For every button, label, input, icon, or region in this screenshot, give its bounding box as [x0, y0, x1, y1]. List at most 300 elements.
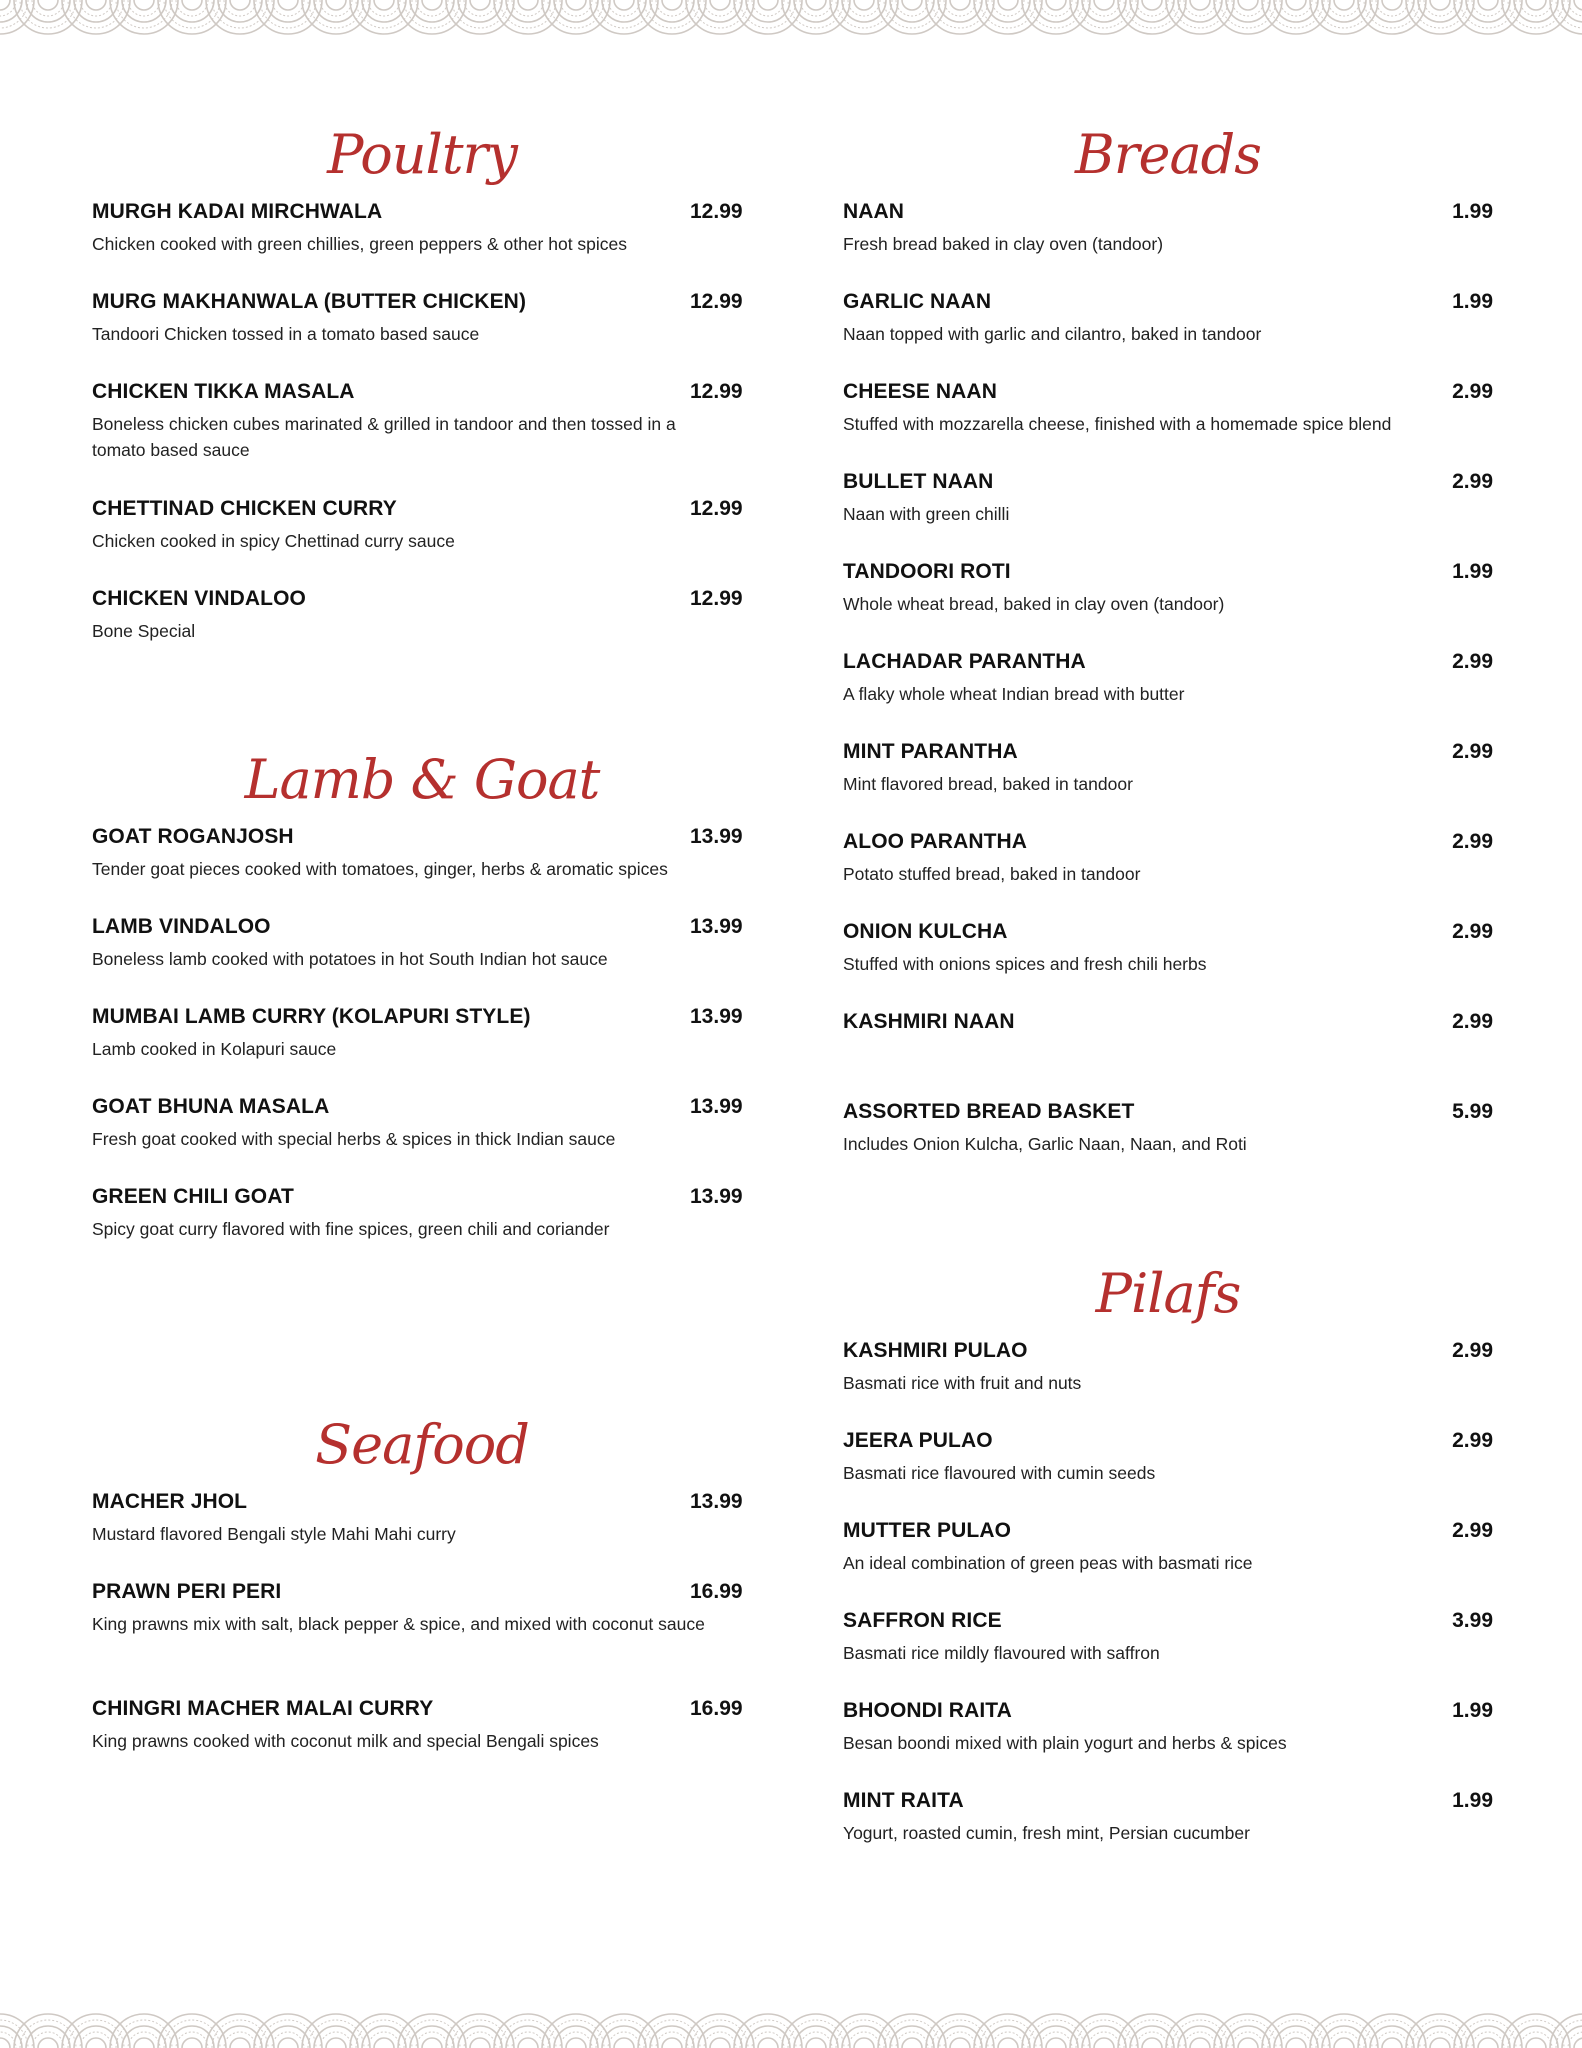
item-description: Fresh bread baked in clay oven (tandoor): [843, 234, 1164, 254]
item-price: 16.99: [690, 1697, 743, 1720]
item-price: 3.99: [1452, 1609, 1493, 1632]
border-ornament: [260, 0, 316, 28]
item-description: Lamb cooked in Kolapuri sauce: [92, 1039, 337, 1059]
border-ornament: [686, 2014, 754, 2048]
border-ornament: [740, 0, 796, 28]
border-ornament: [950, 0, 970, 10]
border-ornament: [704, 0, 736, 16]
item-price: 1.99: [1452, 1789, 1493, 1812]
border-ornament: [278, 0, 298, 10]
border-ornament: [854, 2038, 874, 2048]
border-ornament: [260, 2020, 316, 2048]
border-ornament: [398, 0, 466, 34]
border-ornament: [848, 0, 880, 16]
item-name: GOAT BHUNA MASALA: [92, 1095, 330, 1118]
border-ornament: [1220, 0, 1276, 28]
border-ornament: [1526, 2038, 1546, 2048]
border-ornament: [1406, 2014, 1474, 2048]
item-name: NAAN: [843, 200, 905, 223]
border-ornament: [1172, 2020, 1228, 2048]
border-ornament: [644, 0, 700, 28]
section-heading: Poultry: [327, 123, 517, 186]
border-ornament: [980, 2020, 1036, 2048]
border-ornament: [32, 0, 64, 16]
border-ornament: [320, 0, 352, 16]
border-ornament: [1142, 0, 1162, 10]
border-ornament: [806, 0, 826, 10]
border-ornament: [566, 0, 586, 10]
border-ornament: [944, 2032, 976, 2048]
section-heading: Breads: [1075, 123, 1261, 186]
border-ornament: [662, 0, 682, 10]
item-name: MURGH KADAI MIRCHWALA: [92, 200, 383, 223]
border-ornament: [422, 0, 442, 10]
border-ornament: [308, 0, 364, 28]
border-ornament: [740, 2020, 796, 2048]
item-description: Mustard flavored Bengali style Mahi Mahi curry: [92, 1524, 456, 1544]
border-ornament: [1454, 2014, 1522, 2048]
border-ornament: [116, 0, 172, 28]
border-ornament: [1430, 0, 1450, 10]
border-ornament: [1472, 0, 1504, 16]
section-breads: [843, 110, 1493, 1154]
item-description: Tender goat pieces cooked with tomatoes, ginger, herbs & aromatic spices: [92, 859, 668, 879]
border-ornament: [212, 0, 268, 28]
item-description: Besan boondi mixed with plain yogurt and herbs & spices: [843, 1733, 1287, 1753]
item-description: Boneless lamb cooked with potatoes in hot South Indian hot sauce: [92, 949, 608, 969]
item-description: Fresh goat cooked with special herbs & spices in thick Indian sauce: [92, 1129, 616, 1149]
item-name: ALOO PARANTHA: [843, 830, 1028, 853]
border-ornament: [1316, 0, 1372, 28]
item-description: King prawns mix with salt, black pepper & spice, and mixed with coconut sauce: [92, 1614, 705, 1634]
item-name: CHICKEN VINDALOO: [92, 587, 306, 610]
item-price: 2.99: [1452, 920, 1493, 943]
border-ornament: [1040, 2032, 1072, 2048]
border-ornament: [1502, 2014, 1570, 2048]
border-ornament: [374, 2038, 394, 2048]
border-ornament: [80, 0, 112, 16]
section-heading: Seafood: [315, 1413, 529, 1476]
border-ornament: [884, 2020, 940, 2048]
border-ornament: [542, 0, 610, 34]
border-ornament: [86, 2038, 106, 2048]
section-pilafs: [843, 1249, 1493, 1843]
border-ornament: [854, 0, 874, 10]
border-ornament: [926, 2014, 994, 2048]
border-ornament: [1124, 0, 1180, 28]
border-ornament: [398, 2014, 466, 2048]
border-ornament: [134, 2038, 154, 2048]
border-ornament: [134, 0, 154, 10]
border-ornament: [1028, 2020, 1084, 2048]
border-ornament: [212, 2020, 268, 2048]
border-ornament: [560, 0, 592, 16]
item-price: 2.99: [1452, 1429, 1493, 1452]
item-description: A flaky whole wheat Indian bread with butter: [843, 684, 1185, 704]
border-ornament: [932, 0, 988, 28]
border-ornament: [782, 2014, 850, 2048]
border-ornament: [1286, 2038, 1306, 2048]
section-lamb-goat: [92, 735, 752, 1239]
border-ornament: [230, 0, 250, 10]
border-ornament: [1076, 2020, 1132, 2048]
border-ornament: [38, 0, 58, 10]
border-ornament: [254, 0, 322, 34]
item-name: CHETTINAD CHICKEN CURRY: [92, 497, 397, 520]
border-ornament: [1238, 0, 1258, 10]
item-description: Stuffed with onions spices and fresh chili herbs: [843, 954, 1207, 974]
item-price: 12.99: [690, 497, 743, 520]
border-ornament: [614, 2038, 634, 2048]
border-ornament: [1364, 0, 1420, 28]
border-ornament: [1166, 2014, 1234, 2048]
border-ornament: [614, 0, 634, 10]
border-ornament: [206, 0, 274, 34]
border-ornament: [182, 0, 202, 10]
border-ornament: [254, 2014, 322, 2048]
border-ornament: [38, 2038, 58, 2048]
border-ornament: [1040, 0, 1072, 16]
border-ornament: [1124, 2020, 1180, 2048]
item-name: MACHER JHOL: [92, 1490, 248, 1513]
border-ornament: [998, 0, 1018, 10]
border-ornament: [1424, 2032, 1456, 2048]
border-ornament: [1574, 0, 1582, 10]
border-ornament: [0, 0, 10, 10]
border-ornament: [158, 0, 226, 34]
border-ornament: [656, 2032, 688, 2048]
item-description: Whole wheat bread, baked in clay oven (tandoor): [843, 594, 1225, 614]
border-ornament: [224, 0, 256, 16]
item-name: JEERA PULAO: [843, 1429, 993, 1452]
border-ornament: [1088, 2032, 1120, 2048]
border-ornament: [68, 0, 124, 28]
border-ornament: [1310, 0, 1378, 34]
item-name: LAMB VINDALOO: [92, 915, 271, 938]
border-ornament: [182, 2038, 202, 2048]
item-price: 13.99: [690, 915, 743, 938]
border-ornament: [548, 0, 604, 28]
item-price: 1.99: [1452, 1699, 1493, 1722]
border-ornament: [896, 2032, 928, 2048]
border-ornament: [662, 2038, 682, 2048]
border-ornament: [1184, 2032, 1216, 2048]
border-ornament: [14, 2014, 82, 2048]
border-ornament: [896, 0, 928, 16]
border-ornament: [758, 0, 778, 10]
section-poultry: [92, 110, 752, 641]
border-ornament: [800, 2032, 832, 2048]
border-ornament: [704, 2032, 736, 2048]
border-ornament: [1334, 2038, 1354, 2048]
border-ornament: [1118, 0, 1186, 34]
item-name: TANDOORI ROTI: [843, 560, 1011, 583]
border-ornament: [548, 2020, 604, 2048]
border-ornament: [1358, 0, 1426, 34]
border-ornament: [1328, 0, 1360, 16]
border-ornament: [1478, 0, 1498, 10]
border-ornament: [368, 0, 400, 16]
border-ornament: [1520, 0, 1552, 16]
border-ornament: [158, 2014, 226, 2048]
border-ornament: [830, 0, 898, 34]
border-ornament: [878, 0, 946, 34]
mandala-border-pattern: [0, 2004, 1582, 2048]
border-ornament: [1520, 2032, 1552, 2048]
border-ornament: [1076, 0, 1132, 28]
item-price: 2.99: [1452, 830, 1493, 853]
section-heading: Lamb & Goat: [244, 748, 600, 811]
item-description: Includes Onion Kulcha, Garlic Naan, Naan, and Roti: [843, 1134, 1247, 1154]
border-ornament: [1460, 0, 1516, 28]
border-ornament: [1046, 0, 1066, 10]
border-ornament: [164, 0, 220, 28]
border-ornament: [596, 2020, 652, 2048]
border-ornament: [176, 2032, 208, 2048]
border-ornament: [518, 2038, 538, 2048]
border-ornament: [230, 2038, 250, 2048]
border-ornament: [806, 2038, 826, 2048]
border-ornament: [326, 2038, 346, 2048]
item-name: MINT PARANTHA: [843, 740, 1018, 763]
border-ornament: [110, 2014, 178, 2048]
border-ornament: [356, 2020, 412, 2048]
border-ornament: [62, 0, 130, 34]
item-price: 13.99: [690, 1095, 743, 1118]
border-ornament: [560, 2032, 592, 2048]
border-ornament: [494, 0, 562, 34]
border-ornament: [758, 2038, 778, 2048]
border-ornament: [128, 0, 160, 16]
border-ornament: [1502, 0, 1570, 34]
border-ornament: [836, 0, 892, 28]
item-description: Bone Special: [92, 621, 196, 641]
border-ornament: [788, 2020, 844, 2048]
border-ornament: [404, 0, 460, 28]
border-ornament: [848, 2032, 880, 2048]
border-ornament: [1232, 0, 1264, 16]
item-description: Chicken cooked in spicy Chettinad curry sauce: [92, 531, 455, 551]
item-description: Potato stuffed bread, baked in tandoor: [843, 864, 1141, 884]
border-ornament: [1088, 0, 1120, 16]
item-name: LACHADAR PARANTHA: [843, 650, 1086, 673]
border-ornament: [950, 2038, 970, 2048]
item-name: BULLET NAAN: [843, 470, 994, 493]
border-ornament: [1364, 2020, 1420, 2048]
border-ornament: [980, 0, 1036, 28]
border-ornament: [1262, 0, 1330, 34]
border-ornament: [278, 2038, 298, 2048]
border-ornament: [20, 2020, 76, 2048]
border-ornament: [164, 2020, 220, 2048]
border-ornament: [464, 2032, 496, 2048]
item-name: CHINGRI MACHER MALAI CURRY: [92, 1697, 434, 1720]
item-name: GARLIC NAAN: [843, 290, 992, 313]
item-description: Naan topped with garlic and cilantro, baked in tandoor: [843, 324, 1262, 344]
border-ornament: [638, 2014, 706, 2048]
border-ornament: [512, 2032, 544, 2048]
bottom-decorative-border: [0, 2004, 1582, 2048]
item-name: GREEN CHILI GOAT: [92, 1185, 294, 1208]
item-description: An ideal combination of green peas with basmati rice: [843, 1553, 1253, 1573]
border-ornament: [608, 0, 640, 16]
item-price: 2.99: [1452, 380, 1493, 403]
item-name: KASHMIRI PULAO: [843, 1339, 1028, 1362]
border-ornament: [1376, 0, 1408, 16]
border-ornament: [998, 2038, 1018, 2048]
item-description: Mint flavored bread, baked in tandoor: [843, 774, 1133, 794]
border-ornament: [1022, 0, 1090, 34]
item-name: KASHMIRI NAAN: [843, 1010, 1015, 1033]
border-ornament: [1238, 2038, 1258, 2048]
border-ornament: [1172, 0, 1228, 28]
item-price: 13.99: [690, 1185, 743, 1208]
border-ornament: [1142, 2038, 1162, 2048]
section-heading: Pilafs: [1095, 1262, 1241, 1325]
border-ornament: [644, 2020, 700, 2048]
border-ornament: [1280, 2032, 1312, 2048]
border-ornament: [404, 2020, 460, 2048]
border-ornament: [14, 0, 82, 34]
border-ornament: [782, 0, 850, 34]
border-ornament: [830, 2014, 898, 2048]
item-name: PRAWN PERI PERI: [92, 1580, 282, 1603]
border-ornament: [1508, 0, 1564, 28]
item-name: SAFFRON RICE: [843, 1609, 1002, 1632]
border-ornament: [470, 0, 490, 10]
border-ornament: [1412, 0, 1468, 28]
border-ornament: [1028, 0, 1084, 28]
item-price: 2.99: [1452, 740, 1493, 763]
border-ornament: [734, 2014, 802, 2048]
border-ornament: [68, 2020, 124, 2048]
item-description: Spicy goat curry flavored with fine spices, green chili and coriander: [92, 1219, 610, 1239]
border-ornament: [110, 0, 178, 34]
border-ornament: [416, 2032, 448, 2048]
border-ornament: [1382, 0, 1402, 10]
border-ornament: [926, 0, 994, 34]
item-name: MINT RAITA: [843, 1789, 964, 1812]
border-ornament: [974, 2014, 1042, 2048]
border-ornament: [1430, 2038, 1450, 2048]
item-name: CHEESE NAAN: [843, 380, 997, 403]
border-ornament: [1478, 2038, 1498, 2048]
item-description: Basmati rice mildly flavoured with saffron: [843, 1643, 1160, 1663]
item-description: Chicken cooked with green chillies, green peppers & other hot spices: [92, 234, 628, 254]
item-price: 13.99: [690, 1490, 743, 1513]
border-ornament: [1166, 0, 1234, 34]
item-price: 2.99: [1452, 470, 1493, 493]
border-ornament: [1328, 2032, 1360, 2048]
border-ornament: [1472, 2032, 1504, 2048]
item-name: MUTTER PULAO: [843, 1519, 1012, 1542]
border-ornament: [1454, 0, 1522, 34]
border-ornament: [1094, 2038, 1114, 2048]
border-ornament: [350, 0, 418, 34]
border-ornament: [1070, 0, 1138, 34]
border-ornament: [686, 0, 754, 34]
border-ornament: [992, 0, 1024, 16]
border-ornament: [206, 2014, 274, 2048]
border-ornament: [992, 2032, 1024, 2048]
border-ornament: [590, 2014, 658, 2048]
border-ornament: [902, 0, 922, 10]
item-price: 2.99: [1452, 1010, 1493, 1033]
border-ornament: [1382, 2038, 1402, 2048]
mandala-border-pattern: [0, 0, 1582, 44]
item-price: 12.99: [690, 290, 743, 313]
border-ornament: [1406, 0, 1474, 34]
item-price: 1.99: [1452, 560, 1493, 583]
border-ornament: [1334, 0, 1354, 10]
border-ornament: [752, 2032, 784, 2048]
border-ornament: [350, 2014, 418, 2048]
item-price: 2.99: [1452, 1519, 1493, 1542]
border-ornament: [446, 2014, 514, 2048]
border-ornament: [500, 0, 556, 28]
border-ornament: [302, 0, 370, 34]
border-ornament: [416, 0, 448, 16]
item-name: BHOONDI RAITA: [843, 1699, 1012, 1722]
border-ornament: [878, 2014, 946, 2048]
border-ornament: [1118, 2014, 1186, 2048]
border-ornament: [1526, 0, 1546, 10]
border-ornament: [446, 0, 514, 34]
item-name: GOAT ROGANJOSH: [92, 825, 294, 848]
item-description: Boneless chicken cubes marinated & grilled in tandoor and then tossed in a tomato based sauce: [92, 414, 676, 460]
border-ornament: [734, 0, 802, 34]
border-ornament: [464, 0, 496, 16]
item-description: Tandoori Chicken tossed in a tomato based sauce: [92, 324, 480, 344]
border-ornament: [302, 2014, 370, 2048]
border-ornament: [1220, 2020, 1276, 2048]
item-name: ONION KULCHA: [843, 920, 1008, 943]
border-ornament: [500, 2020, 556, 2048]
border-ornament: [272, 2032, 304, 2048]
border-ornament: [836, 2020, 892, 2048]
border-ornament: [590, 0, 658, 34]
item-name: ASSORTED BREAD BASKET: [843, 1100, 1135, 1123]
border-ornament: [902, 2038, 922, 2048]
border-ornament: [272, 0, 304, 16]
border-ornament: [494, 2014, 562, 2048]
border-ornament: [692, 2020, 748, 2048]
border-ornament: [326, 0, 346, 10]
item-price: 12.99: [690, 587, 743, 610]
border-ornament: [692, 0, 748, 28]
border-ornament: [1262, 2014, 1330, 2048]
border-ornament: [518, 0, 538, 10]
border-ornament: [1214, 2014, 1282, 2048]
border-ornament: [422, 2038, 442, 2048]
border-ornament: [800, 0, 832, 16]
border-ornament: [752, 0, 784, 16]
border-ornament: [452, 2020, 508, 2048]
item-price: 1.99: [1452, 290, 1493, 313]
border-ornament: [608, 2032, 640, 2048]
item-description: Yogurt, roasted cumin, fresh mint, Persian cucumber: [843, 1823, 1250, 1843]
border-ornament: [566, 2038, 586, 2048]
item-description: Stuffed with mozzarella cheese, finished with a homemade spice blend: [843, 414, 1392, 434]
border-ornament: [80, 2032, 112, 2048]
border-ornament: [308, 2020, 364, 2048]
border-ornament: [1214, 0, 1282, 34]
border-ornament: [1508, 2020, 1564, 2048]
border-ornament: [1412, 2020, 1468, 2048]
item-price: 5.99: [1452, 1100, 1493, 1123]
border-ornament: [1280, 0, 1312, 16]
item-name: MUMBAI LAMB CURRY (KOLAPURI STYLE): [92, 1005, 531, 1028]
